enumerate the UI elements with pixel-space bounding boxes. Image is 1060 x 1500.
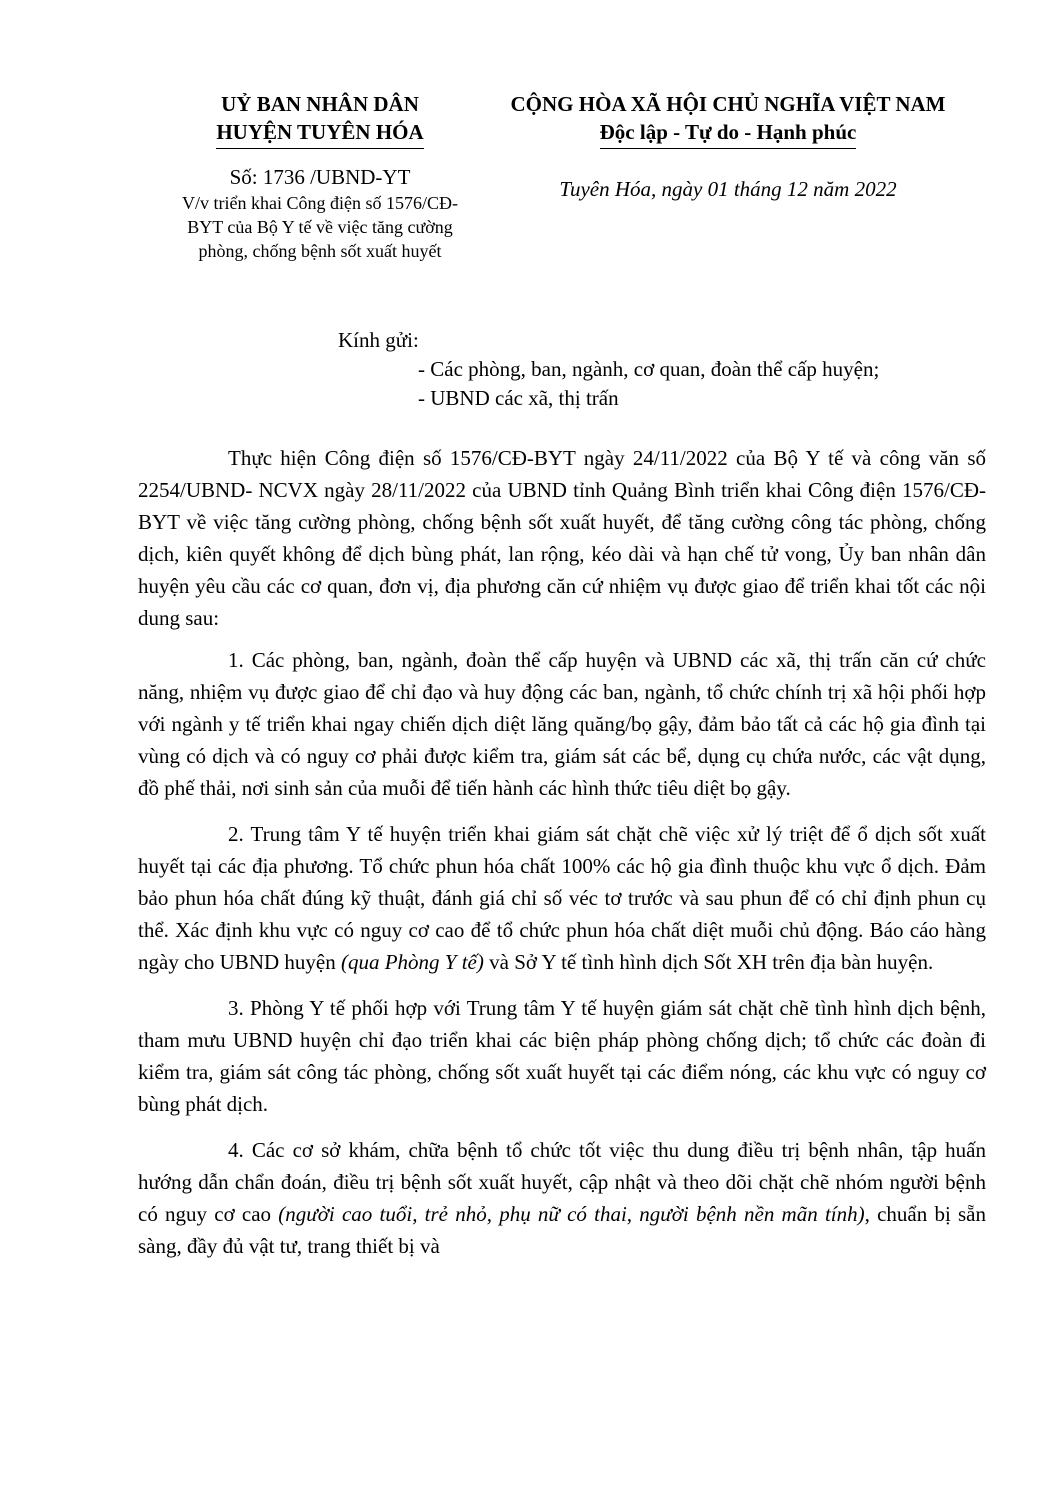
item-2-text-b: và Sở Y tế tình hình dịch Sốt XH trên địa bàn huyện. bbox=[483, 950, 934, 974]
document-date: Tuyên Hóa, ngày 01 tháng 12 năm 2022 bbox=[559, 177, 897, 201]
agency-name-line1: UỶ BAN NHÂN DÂN bbox=[221, 92, 419, 116]
item-3-paragraph: 3. Phòng Y tế phối hợp với Trung tâm Y tế huyện giám sát chặt chẽ tình hình dịch bệnh, tham mưu UBND huyện chỉ đạo triển khai các biện pháp phòng chống dịch; tổ chức các đoàn đi kiểm tra, giám sát công tác phòng, chống sốt xuất huyết tại các điểm nóng, các khu vực có nguy cơ bùng phát dịch. bbox=[138, 996, 986, 1116]
item-2-italic: (qua Phòng Y tế) bbox=[340, 950, 484, 974]
recipients-label: Kính gửi: bbox=[338, 328, 419, 352]
document-number: Số: 1736 /UBND-YT bbox=[229, 165, 411, 189]
document-subject: V/v triển khai Công điện số 1576/CĐ-BYT của Bộ Y tế về việc tăng cường phòng, chống bệnh sốt xuất huyết bbox=[182, 193, 458, 261]
intro-paragraph: Thực hiện Công điện số 1576/CĐ-BYT ngày 24/11/2022 của Bộ Y tế và công văn số 2254/UBND- NCVX ngày 28/11/2022 của UBND tỉnh Quảng Bình triển khai Công điện 1576/CĐ-BYT về việc tăng cường phòng, chống bệnh sốt xuất huyết, để tăng cường công tác phòng, chống dịch, kiên quyết không để dịch bùng phát, lan rộng, kéo dài và hạn chế tử vong, Ủy ban nhân dân huyện yêu cầu các cơ quan, đơn vị, địa phương căn cứ nhiệm vụ được giao để triển khai tốt các nội dung sau: bbox=[138, 446, 986, 630]
item-1-paragraph: 1. Các phòng, ban, ngành, đoàn thể cấp huyện và UBND các xã, thị trấn căn cứ chức năng, nhiệm vụ được giao để chỉ đạo và huy động các ban, ngành, tổ chức chính trị xã hội phối hợp với ngành y tế triển khai ngay chiến dịch diệt lăng quăng/bọ gậy, đảm bảo tất cả các hộ gia đình tại vùng có dịch và có nguy cơ phải được kiểm tra, giám sát các bể, dụng cụ chứa nước, các vật dụng, đồ phế thải, nơi sinh sản của muỗi để tiến hành các hình thức tiêu diệt bọ gậy. bbox=[138, 648, 986, 800]
document-body bbox=[138, 442, 986, 1276]
recipient-item: - Các phòng, ban, ngành, cơ quan, đoàn thể cấp huyện; bbox=[418, 357, 880, 381]
national-header bbox=[478, 90, 978, 203]
item-2-text-a: 2. Trung tâm Y tế huyện triển khai giám sát chặt chẽ việc xử lý triệt để ổ dịch sốt xuất huyết tại các địa phương. Tổ chức phun hóa chất 100% các hộ gia đình thuộc khu vực ổ dịch. Đảm bảo phun hóa chất đúng kỹ thuật, đánh giá chỉ số véc tơ trước và sau phun để có chỉ định phun cụ thể. Xác định khu vực có nguy cơ cao để tổ chức phun hóa chất diệt muỗi chủ động. Báo cáo hàng ngày cho UBND huyện bbox=[138, 822, 986, 974]
recipients-block bbox=[338, 326, 879, 413]
item-4-paragraph bbox=[138, 1134, 986, 1262]
item-4-text-b: , chuẩn bị sẵn sàng, đầy đủ vật tư, trang thiết bị và bbox=[138, 1202, 987, 1258]
issuer-block bbox=[170, 90, 470, 263]
national-motto: Độc lập - Tự do - Hạnh phúc bbox=[600, 118, 857, 149]
item-4-text-a: 4. Các cơ sở khám, chữa bệnh tổ chức tốt việc thu dung điều trị bệnh nhân, tập huấn hướng dẫn chẩn đoán, điều trị bệnh sốt xuất huyết, cập nhật và theo dõi chặt chẽ nhóm người bệnh có nguy cơ cao bbox=[138, 1138, 986, 1226]
agency-name-line2: HUYỆN TUYÊN HÓA bbox=[216, 118, 423, 149]
nation-title: CỘNG HÒA XÃ HỘI CHỦ NGHĨA VIỆT NAM bbox=[510, 92, 946, 116]
item-4-italic: (người cao tuổi, trẻ nhỏ, phụ nữ có thai, người bệnh nền mãn tính) bbox=[278, 1202, 865, 1226]
recipient-item: - UBND các xã, thị trấn bbox=[418, 386, 619, 410]
item-2-paragraph bbox=[138, 818, 986, 978]
